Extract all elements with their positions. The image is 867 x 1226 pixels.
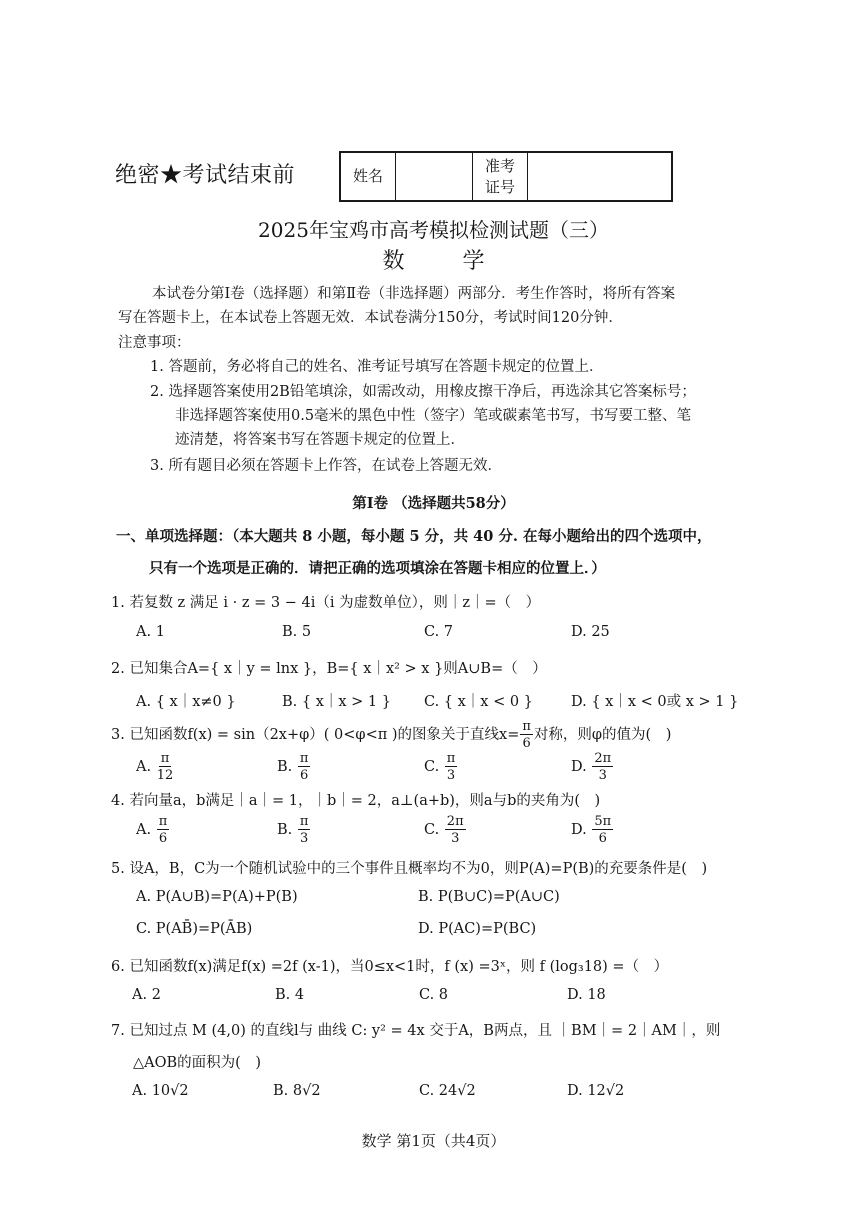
q4-option-a-label: A. bbox=[136, 822, 152, 838]
q3-option-b-fraction bbox=[298, 752, 311, 782]
q7-option-b: B. 8√2 bbox=[273, 1083, 321, 1099]
q4-option-b bbox=[277, 815, 311, 845]
notice-3: 3. 所有题目必须在答题卡上作答，在试卷上答题无效． bbox=[150, 458, 502, 474]
exam-title: 2025年宝鸡市高考模拟检测试题（三） bbox=[258, 218, 609, 242]
q4-option-d-label: D. bbox=[571, 822, 587, 838]
q5-option-a: A. P(A∪B)=P(A)+P(B) bbox=[136, 889, 298, 905]
q4-b-num: π bbox=[299, 814, 309, 829]
name-label: 姓名 bbox=[341, 153, 396, 200]
q6-option-d: D. 18 bbox=[567, 987, 606, 1003]
q4-a-den: 6 bbox=[158, 831, 168, 846]
q3-option-a-label: A. bbox=[136, 759, 152, 775]
q4-c-den: 3 bbox=[451, 831, 460, 846]
q3-option-d bbox=[571, 752, 614, 782]
q6-option-c: C. 8 bbox=[419, 987, 449, 1003]
q5-option-c: C. P(AB̄)=P(ĀB) bbox=[136, 921, 253, 937]
q3-option-a-fraction bbox=[157, 752, 174, 782]
q3-option-d-fraction bbox=[592, 752, 613, 782]
q3-d-num: 2π bbox=[594, 751, 612, 766]
question-2-stem: 2. 已知集合A={ x｜y = lnx }，B={ x｜x² > x }则A∪B=（ ） bbox=[111, 661, 547, 677]
q5-option-d: D. P(AC)=P(BC) bbox=[418, 921, 537, 937]
q3-b-num: π bbox=[299, 751, 309, 766]
question-4-stem: 4. 若向量a，b满足｜a｜= 1，｜b｜= 2，a⊥(a+b)，则a与b的夹角为( ) bbox=[111, 793, 601, 809]
section-instruction-2: 只有一个选项是正确的．请把正确的选项填涂在答题卡相应的位置上．） bbox=[149, 560, 606, 577]
q4-c-num: 2π bbox=[446, 814, 464, 829]
question-7-stem-line-2: △AOB的面积为( ) bbox=[133, 1055, 261, 1071]
q1-option-d: D. 25 bbox=[571, 624, 610, 640]
intro-line-2: 写在答题卡上，在本试卷上答题无效．本试卷满分150分，考试时间120分钟． bbox=[118, 310, 623, 326]
q3-c-den: 3 bbox=[446, 768, 456, 783]
exam-id-field[interactable] bbox=[528, 153, 671, 200]
q6-option-a: A. 2 bbox=[132, 987, 161, 1003]
q3-stem-frac-den: 6 bbox=[522, 736, 531, 751]
notice-2a: 2. 选择题答案使用2B铅笔填涂，如需改动，用橡皮擦干净后，再选涂其它答案标号； bbox=[150, 384, 696, 400]
q3-b-den: 6 bbox=[300, 768, 309, 783]
q3-option-b-label: B. bbox=[277, 759, 293, 775]
question-6-stem: 6. 已知函数f(x)满足f(x) =2f (x-1)，当0≤x<1时，f (x) =3ˣ，则 f (log₃18) =（ ） bbox=[111, 959, 669, 975]
q4-option-d bbox=[571, 815, 614, 845]
q2-option-c: C. { x｜x < 0 } bbox=[424, 694, 533, 710]
q4-option-c-label: C. bbox=[424, 822, 440, 838]
q3-c-num: π bbox=[446, 751, 456, 766]
q3-option-c-label: C. bbox=[424, 759, 440, 775]
q4-option-c bbox=[424, 815, 467, 845]
q3-stem-frac-num: π bbox=[522, 719, 531, 734]
exam-id-label-line2: 证号 bbox=[484, 177, 515, 196]
q4-option-c-fraction bbox=[445, 815, 466, 845]
q6-option-b: B. 4 bbox=[275, 987, 305, 1003]
notice-2c: 迹清楚，将答案书写在答题卡规定的位置上． bbox=[175, 432, 465, 448]
notice-2b: 非选择题答案使用0.5毫米的黑色中性（签字）笔或碳素笔书写，书写要工整、笔 bbox=[175, 408, 692, 424]
question-3-stem bbox=[111, 720, 671, 750]
subject-title: 数 学 bbox=[382, 249, 503, 274]
q4-option-d-fraction bbox=[592, 815, 613, 845]
q2-option-b: B. { x｜x > 1 } bbox=[282, 694, 391, 710]
q4-d-num: 5π bbox=[594, 814, 612, 829]
q3-option-a bbox=[136, 752, 174, 782]
q1-option-a: A. 1 bbox=[136, 624, 165, 640]
intro-line-1: 本试卷分第Ⅰ卷（选择题）和第Ⅱ卷（非选择题）两部分．考生作答时，将所有答案 bbox=[152, 286, 676, 302]
q3-a-num: π bbox=[160, 751, 170, 766]
q2-option-d: D. { x｜x < 0或 x > 1 } bbox=[571, 694, 739, 710]
exam-id-label bbox=[473, 153, 528, 200]
q2-option-a: A. { x｜x≠0 } bbox=[136, 694, 236, 710]
question-7-stem-line-1: 7. 已知过点 M (4,0) 的直线l与 曲线 C: y² = 4x 交于A，B两点，且 ｜BM｜= 2｜AM｜，则 bbox=[111, 1023, 721, 1039]
q4-option-a-fraction bbox=[157, 815, 170, 845]
notice-title: 注意事项： bbox=[118, 335, 191, 351]
q3-stem-fraction bbox=[520, 720, 533, 750]
confidential-label: 绝密★考试结束前 bbox=[115, 163, 296, 188]
q4-b-den: 3 bbox=[300, 831, 309, 846]
section-title: 第Ⅰ卷 （选择题共58分） bbox=[352, 495, 515, 512]
q3-option-c bbox=[424, 752, 458, 782]
q5-option-b: B. P(B∪C)=P(A∪C) bbox=[418, 889, 560, 905]
q1-option-b: B. 5 bbox=[282, 624, 312, 640]
q4-d-den: 6 bbox=[598, 831, 607, 846]
q1-option-c: C. 7 bbox=[424, 624, 454, 640]
q3-a-den: 12 bbox=[156, 768, 174, 783]
q4-option-a bbox=[136, 815, 170, 845]
exam-id-label-line1: 准考 bbox=[484, 156, 515, 175]
name-field[interactable] bbox=[396, 153, 473, 200]
notice-1: 1. 答题前，务必将自己的姓名、准考证号填写在答题卡规定的位置上． bbox=[150, 359, 604, 375]
candidate-info-box bbox=[339, 151, 673, 202]
page-footer: 数学 第1页（共4页） bbox=[361, 1132, 506, 1150]
q7-option-c: C. 24√2 bbox=[419, 1083, 476, 1099]
q7-option-a: A. 10√2 bbox=[132, 1083, 189, 1099]
question-5-stem: 5. 设A，B，C为一个随机试验中的三个事件且概率均不为0，则P(A)=P(B)的充要条件是( ) bbox=[111, 861, 708, 877]
q4-option-b-label: B. bbox=[277, 822, 293, 838]
q3-d-den: 3 bbox=[598, 768, 607, 783]
q4-option-b-fraction bbox=[298, 815, 311, 845]
q3-stem-part-2: 对称，则φ的值为( ) bbox=[533, 727, 672, 743]
q3-option-d-label: D. bbox=[571, 759, 587, 775]
q4-a-num: π bbox=[158, 814, 168, 829]
q3-stem-part-1: 3. 已知函数f(x) = sin（2x+φ）( 0<φ<π )的图象关于直线x= bbox=[111, 727, 520, 743]
q3-option-b bbox=[277, 752, 311, 782]
question-1-stem: 1. 若复数 z 满足 i · z = 3 − 4i（i 为虚数单位），则｜z｜=（ ） bbox=[111, 595, 541, 611]
section-instruction-1: 一、单项选择题：（本大题共 8 小题，每小题 5 分，共 40 分. 在每小题给出的四个选项中， bbox=[116, 528, 712, 545]
q7-option-d: D. 12√2 bbox=[567, 1083, 625, 1099]
q3-option-c-fraction bbox=[445, 752, 458, 782]
